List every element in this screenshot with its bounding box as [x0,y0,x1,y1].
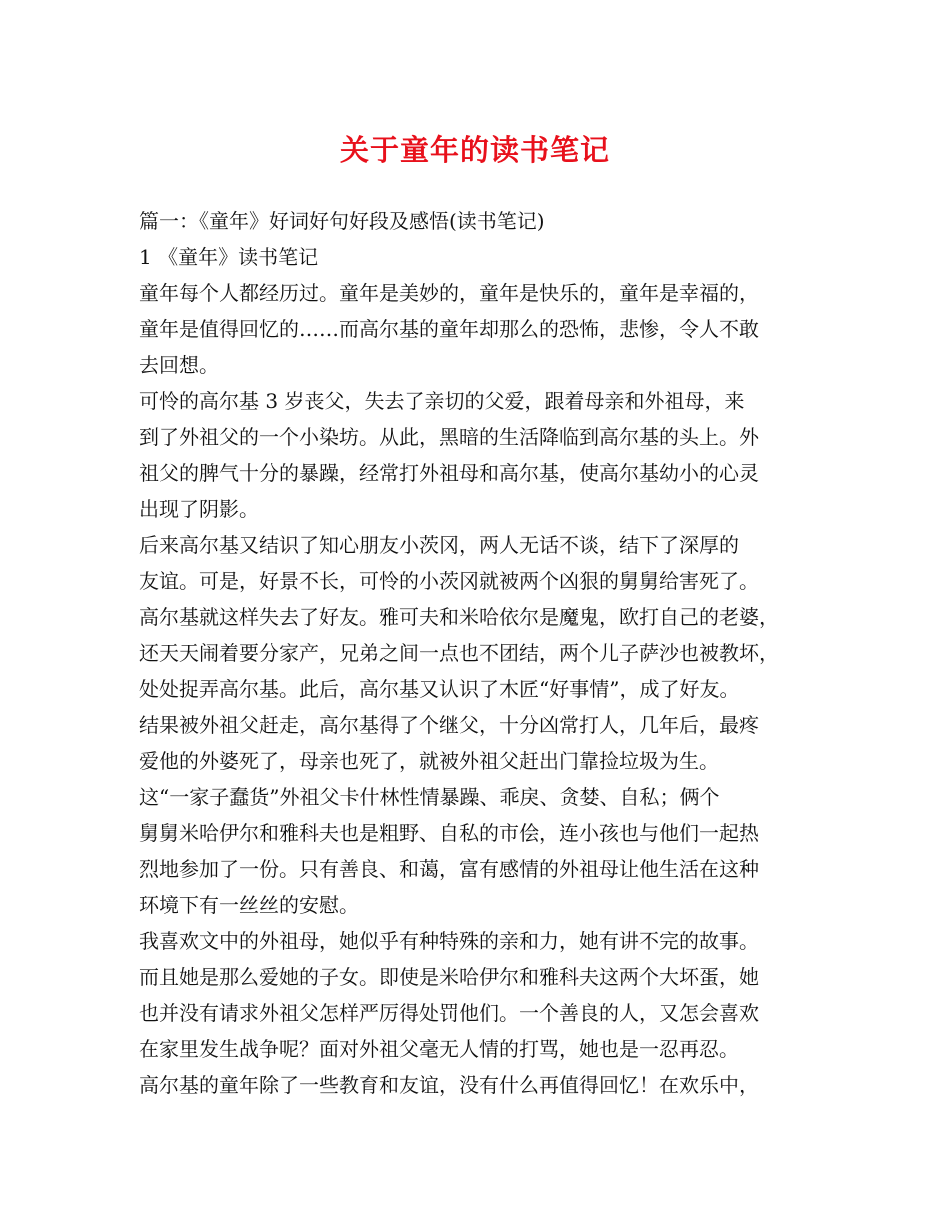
text-line: 而且她是那么爱她的子女。即使是米哈伊尔和雅科夫这两个大坏蛋，她 [139,965,759,989]
text-line: 处处捉弄高尔基。此后，高尔基又认识了木匠“好事情”，成了好友。 [139,677,740,701]
text-line: 舅舅米哈伊尔和雅科夫也是粗野、自私的市侩，连小孩也与他们一起热 [139,821,759,845]
text-line: 1 《童年》读书笔记 [139,245,319,269]
document-body [139,203,829,1103]
text-line: 童年是值得回忆的……而高尔基的童年却那么的恐怖，悲惨，令人不敢 [139,317,759,341]
text-line: 烈地参加了一份。只有善良、和蔼，富有感情的外祖母让他生活在这种 [139,857,759,881]
text-line: 后来高尔基又结识了知心朋友小茨冈，两人无话不谈，结下了深厚的 [139,533,739,557]
text-line: 这“一家子蠢货”外祖父卡什林性情暴躁、乖戾、贪婪、自私；俩个 [139,785,720,809]
text-line: 可怜的高尔基 3 岁丧父，失去了亲切的父爱，跟着母亲和外祖母，来 [139,389,745,413]
text-line: 童年每个人都经历过。童年是美妙的，童年是快乐的，童年是幸福的， [139,281,759,305]
text-line: 爱他的外婆死了，母亲也死了，就被外祖父赶出门靠捡垃圾为生。 [139,749,719,773]
text-line: 出现了阴影。 [139,497,259,521]
text-line: 在家里发生战争呢？面对外祖父毫无人情的打骂，她也是一忍再忍。 [139,1037,739,1061]
text-line: 高尔基的童年除了一些教育和友谊，没有什么再值得回忆！在欢乐中， [139,1073,759,1097]
text-line: 结果被外祖父赶走，高尔基得了个继父，十分凶常打人，几年后，最疼 [139,713,759,737]
text-line: 也并没有请求外祖父怎样严厉得处罚他们。一个善良的人，又怎会喜欢 [139,1001,759,1025]
text-line: 还天天闹着要分家产，兄弟之间一点也不团结，两个儿子萨沙也被教坏， [139,641,779,665]
text-line: 到了外祖父的一个小染坊。从此，黑暗的生活降临到高尔基的头上。外 [139,425,759,449]
text-line: 友谊。可是，好景不长，可怜的小茨冈就被两个凶狠的舅舅给害死了。 [139,569,759,593]
text-line: 去回想。 [139,353,219,377]
text-line: 祖父的脾气十分的暴躁，经常打外祖母和高尔基，使高尔基幼小的心灵 [139,461,759,485]
document-title: 关于童年的读书笔记 [339,133,610,167]
text-line: 环境下有一丝丝的安慰。 [139,893,359,917]
text-line: 高尔基就这样失去了好友。雅可夫和米哈依尔是魔鬼，欧打自己的老婆， [139,605,779,629]
text-line: 篇一：《童年》好词好句好段及感悟(读书笔记) [139,209,545,233]
text-line: 我喜欢文中的外祖母，她似乎有种特殊的亲和力，她有讲不完的故事。 [139,929,759,953]
